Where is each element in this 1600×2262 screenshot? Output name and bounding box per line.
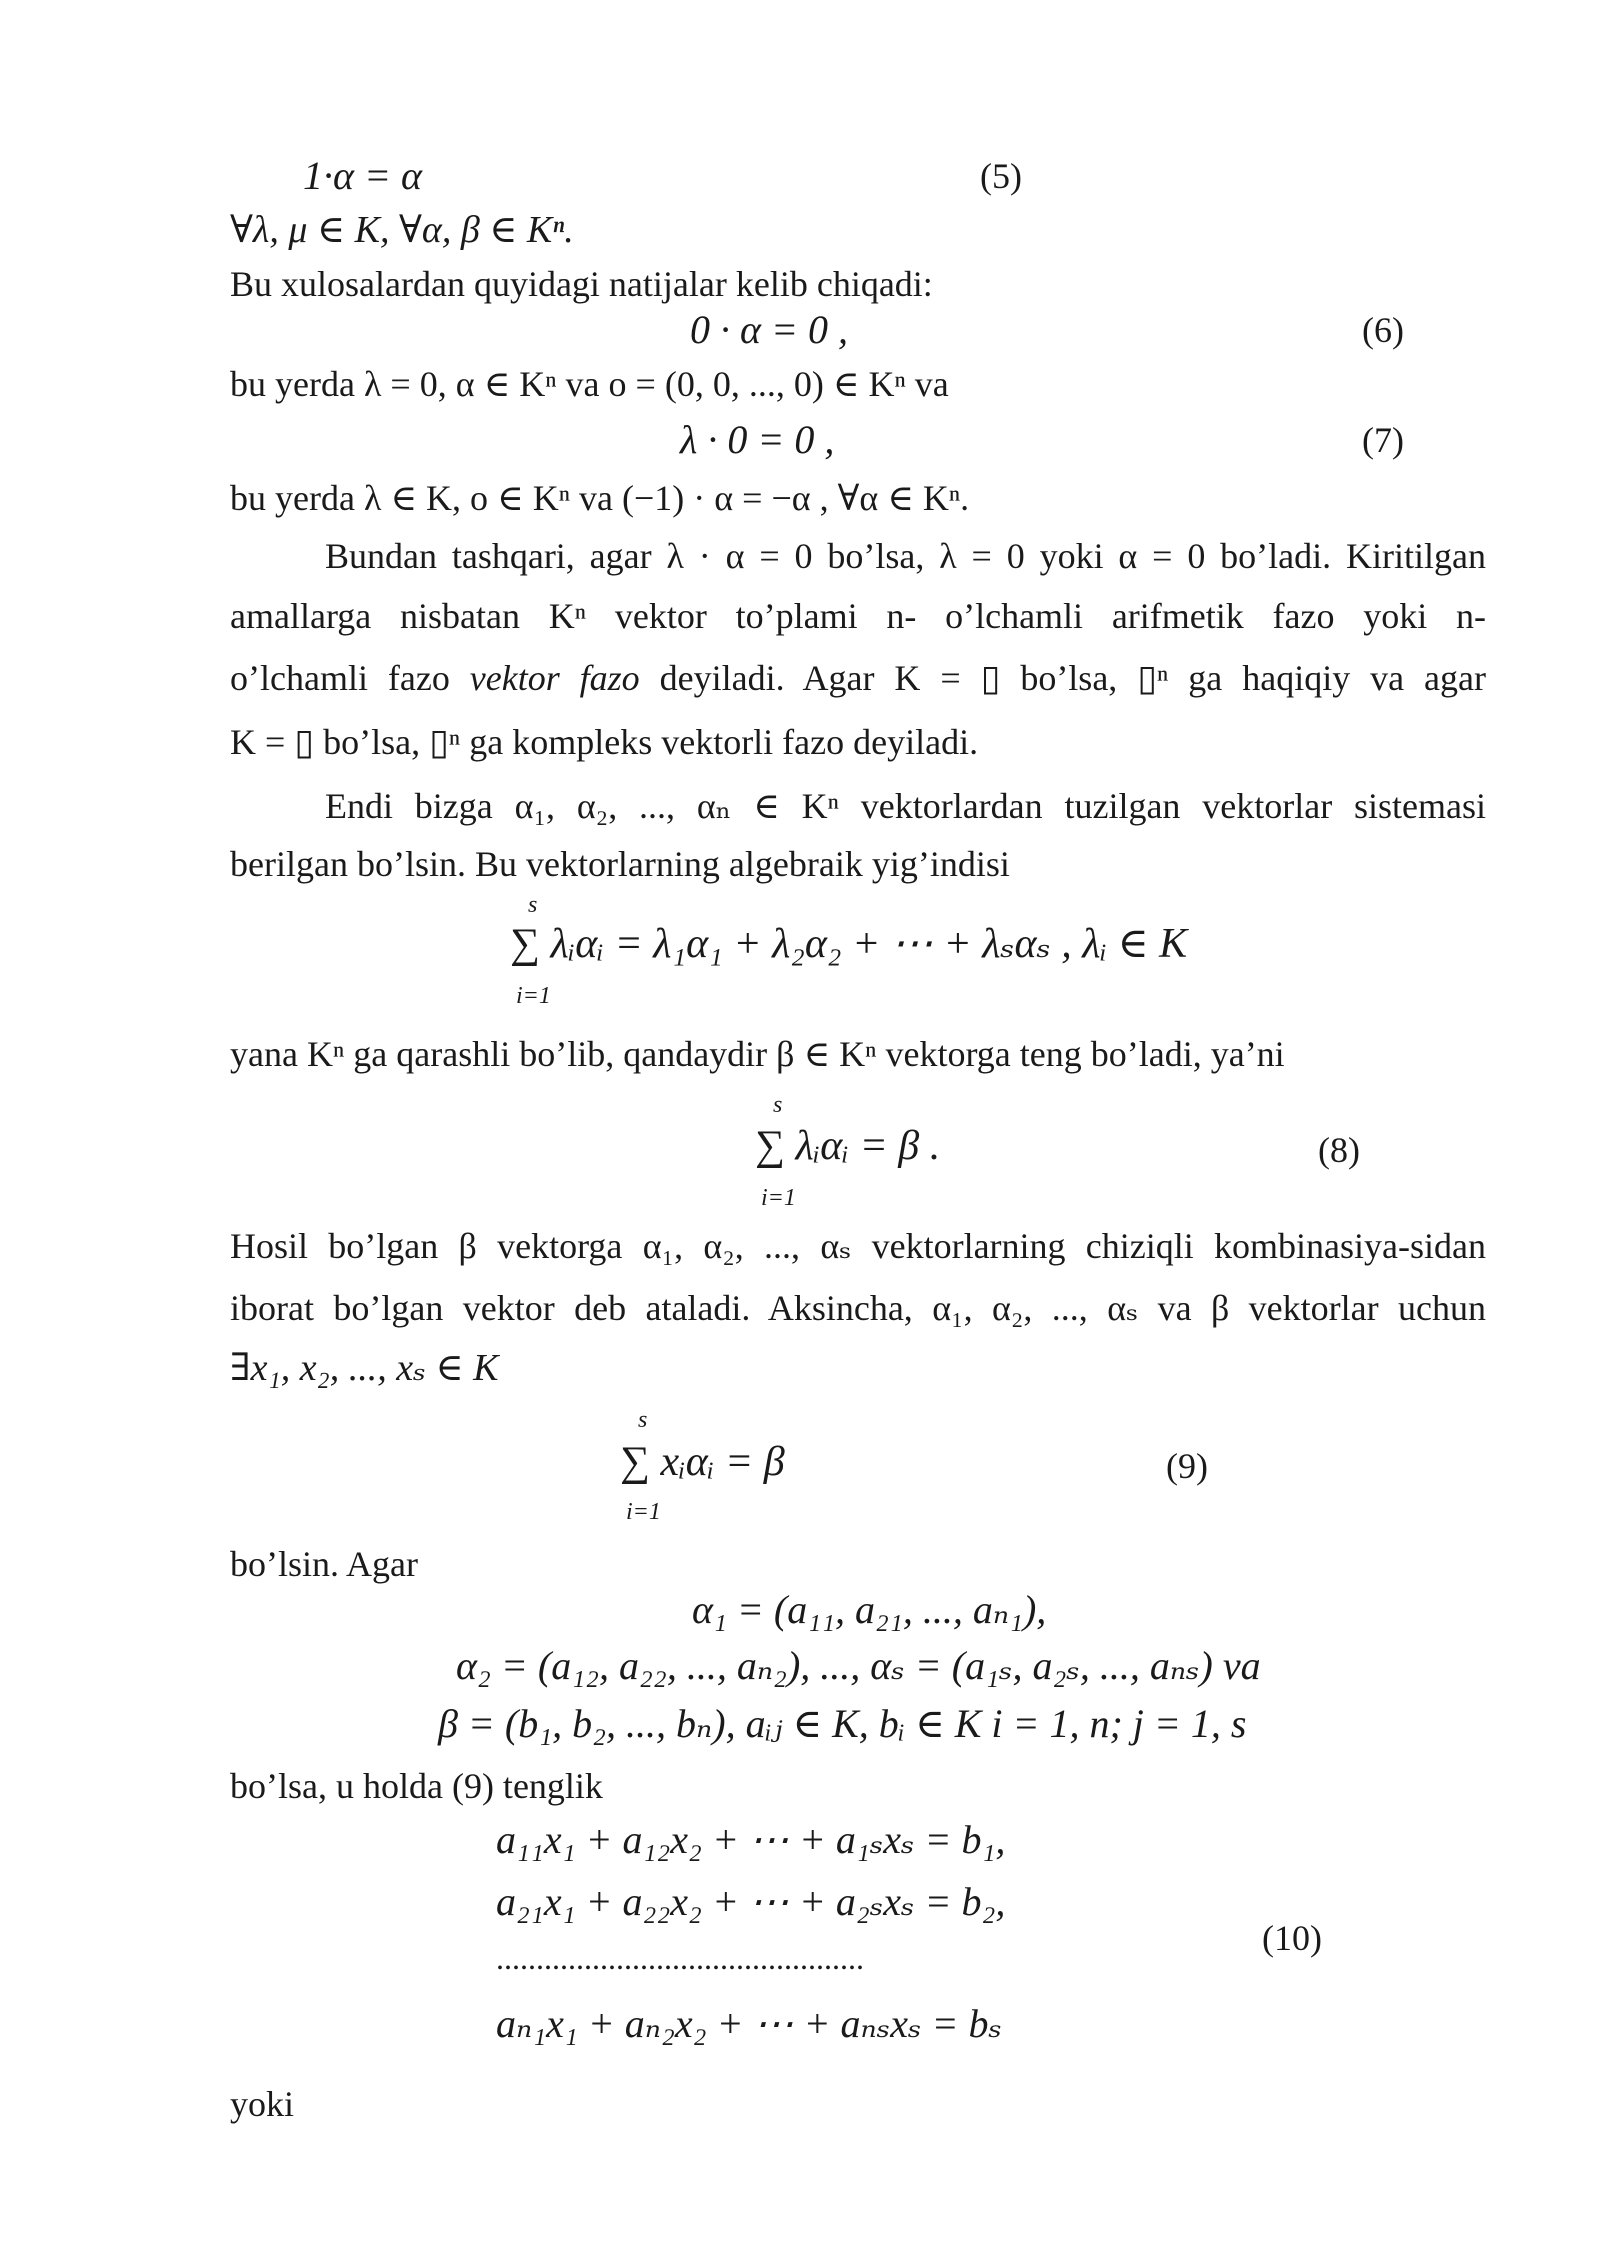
paragraph-3: yana Kⁿ ga qarashli bo’lib, qandaydir β ∈ Kⁿ vektorga teng bo’ladi, ya’ni: [230, 1034, 1285, 1074]
equation-number-9: (9): [1166, 1446, 1208, 1486]
paragraph-1-line-2: amallarga nisbatan Kⁿ vektor to’plami n- o’lchamli arifmetik fazo yoki n-: [230, 596, 1486, 636]
system-equation-1: a₁₁x₁ + a₁₂x₂ + ⋯ + a₁ₛxₛ = b₁,: [496, 1817, 1006, 1862]
paragraph-4-line-3: ∃x₁, x₂, ..., xₛ ∈ K: [230, 1347, 499, 1389]
paragraph-6: bo’lsa, u holda (9) tenglik: [230, 1766, 603, 1806]
algebraic-sum: ∑ λᵢαᵢ = λ₁α₁ + λ₂α₂ + ⋯ + λₛαₛ , λᵢ ∈ K: [510, 921, 1188, 967]
alpha2-alphas-definition: α₂ = (a₁₂, a₂₂, ..., aₙ₂), ..., αₛ = (a₁ₛ, a₂ₛ, ..., aₙₛ) va: [456, 1643, 1261, 1688]
equation-number-6: (6): [1362, 310, 1404, 350]
formula-7: λ · 0 = 0 ,: [680, 417, 835, 462]
paragraph-1-line-1: Bundan tashqari, agar λ · α = 0 bo’lsa, λ = 0 yoki α = 0 bo’ladi. Kiritilgan: [325, 536, 1486, 576]
formula-9: ∑ xᵢαᵢ = β: [620, 1439, 785, 1485]
equation-number-7: (7): [1362, 420, 1404, 460]
beta-definition: β = (b₁, b₂, ..., bₙ), aᵢⱼ ∈ K, bᵢ ∈ K i = 1, n; j = 1, s: [438, 1701, 1247, 1746]
paragraph-1-line-3-start: o’lchamli fazo: [230, 658, 470, 698]
paragraph-2-line-1: Endi bizga α₁, α₂, ..., αₙ ∈ Kⁿ vektorlardan tuzilgan vektorlar sistemasi: [325, 786, 1486, 826]
paragraph-1-line-4: K = ▯ bo’lsa, ▯ⁿ ga kompleks vektorli fazo deyiladi.: [230, 722, 979, 762]
text-line-1: Bu xulosalardan quyidagi natijalar kelib chiqadi:: [230, 264, 933, 304]
formula-8: ∑ λᵢαᵢ = β .: [755, 1123, 941, 1169]
sum-upper-limit: s: [528, 892, 538, 918]
paragraph-2-line-2: berilgan bo’lsin. Bu vektorlarning algebraik yig’indisi: [230, 844, 1010, 884]
paragraph-1-line-3-end: deyiladi. Agar K = ▯ bo’lsa, ▯ⁿ ga haqiqiy va agar: [639, 658, 1486, 698]
equation-number-8: (8): [1318, 1130, 1360, 1170]
equation-number-10: (10): [1262, 1918, 1322, 1958]
paragraph-4-line-2: iborat bo’lgan vektor deb ataladi. Aksincha, α₁, α₂, ..., αₛ va β vektorlar uchun: [230, 1288, 1486, 1328]
sum8-lower-limit: i=1: [761, 1185, 796, 1211]
sum-lower-limit: i=1: [516, 983, 551, 1009]
quantifier-line: ∀λ, μ ∈ K, ∀α, β ∈ Kⁿ.: [230, 209, 574, 251]
alpha1-definition: α₁ = (a₁₁, a₂₁, ..., aₙ₁),: [692, 1587, 1047, 1632]
equation-number-5: (5): [980, 156, 1022, 196]
paragraph-7: yoki: [230, 2084, 295, 2124]
system-dots: ..............................................: [496, 1940, 864, 1976]
text-line-2: bu yerda λ = 0, α ∈ Kⁿ va o = (0, 0, ..., 0) ∈ Kⁿ va: [230, 364, 949, 404]
formula-5: 1·α = α: [303, 153, 422, 198]
system-equation-2: a₂₁x₁ + a₂₂x₂ + ⋯ + a₂ₛxₛ = b₂,: [496, 1879, 1006, 1924]
term-vektor-fazo: vektor fazo: [469, 658, 640, 698]
paragraph-4-line-1: Hosil bo’lgan β vektorga α₁, α₂, ..., αₛ vektorlarning chiziqli kombinasiya-sidan: [230, 1226, 1486, 1266]
sum9-upper-limit: s: [638, 1407, 648, 1433]
system-equation-n: aₙ₁x₁ + aₙ₂x₂ + ⋯ + aₙₛxₛ = bₛ: [496, 2001, 1002, 2046]
sum9-lower-limit: i=1: [626, 1499, 661, 1525]
sum8-upper-limit: s: [773, 1092, 783, 1118]
paragraph-1-line-3: [230, 656, 1486, 700]
paragraph-5: bo’lsin. Agar: [230, 1544, 418, 1584]
text-line-3: bu yerda λ ∈ K, o ∈ Kⁿ va (−1) · α = −α , ∀α ∈ Kⁿ.: [230, 478, 970, 518]
formula-6: 0 · α = 0 ,: [690, 307, 848, 352]
